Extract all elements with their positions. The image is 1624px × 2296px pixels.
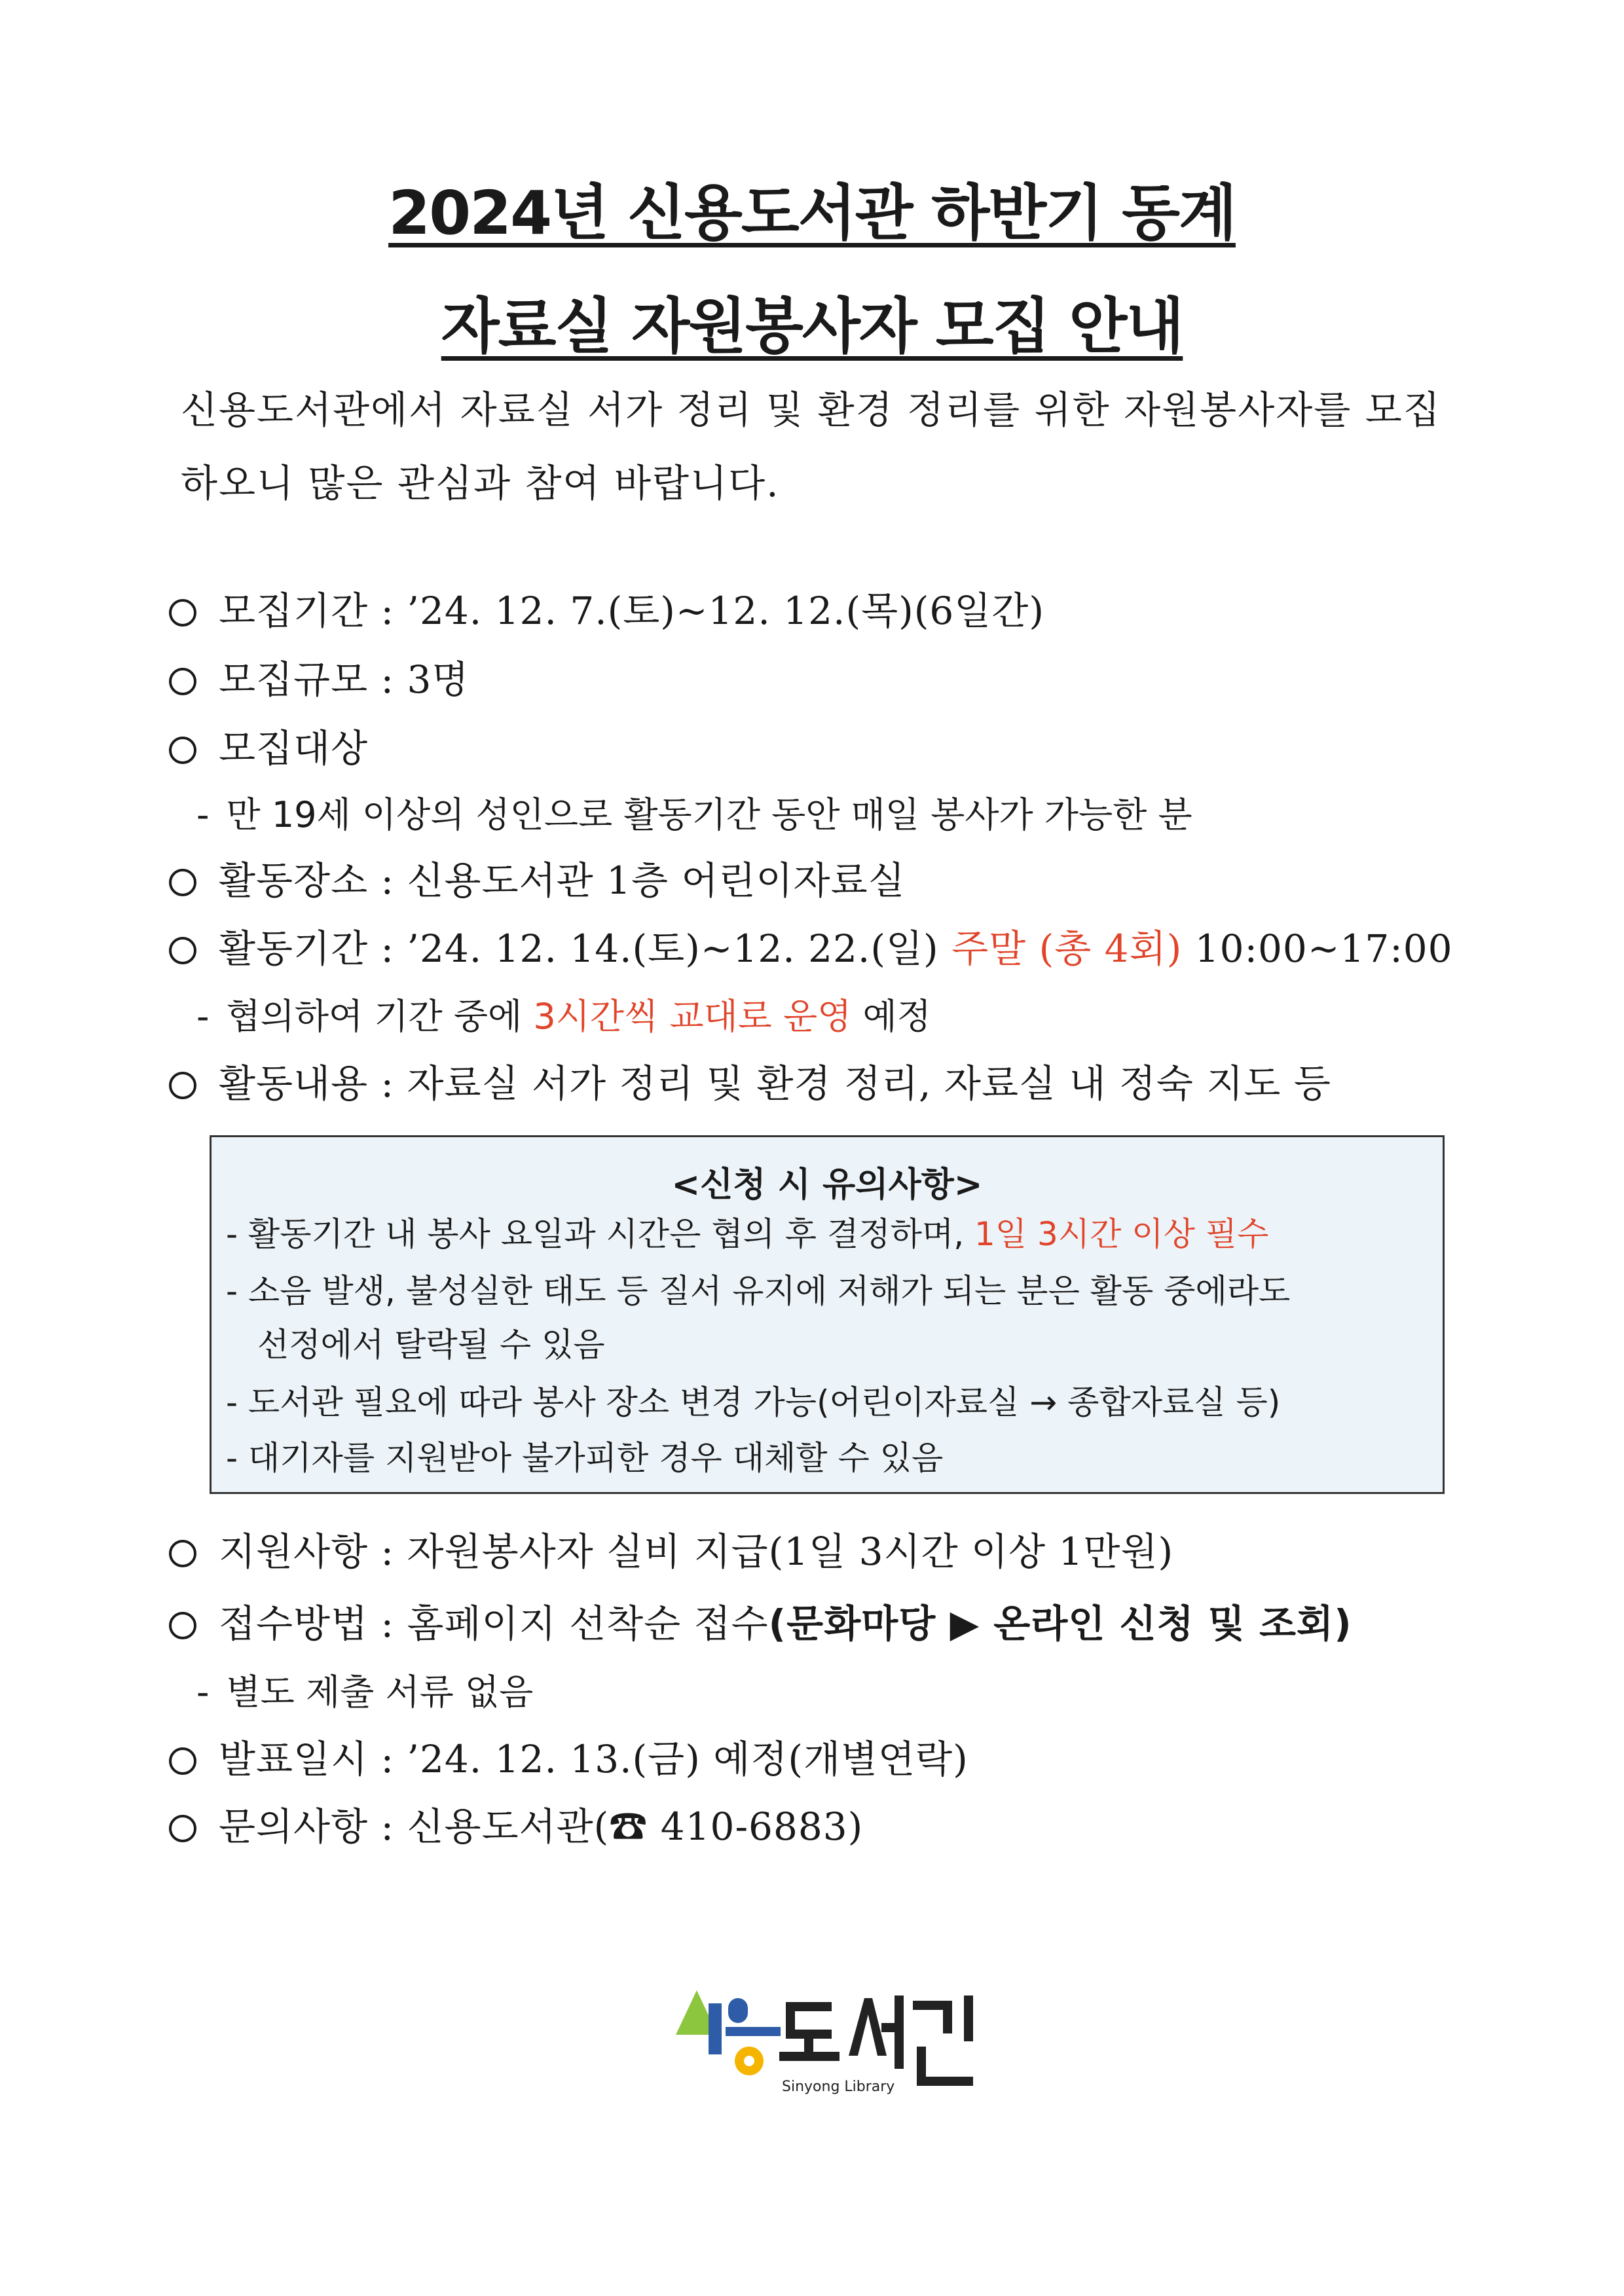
svg-text:Sinyong Library: Sinyong Library [782,2079,895,2095]
item-activity-period-detail: - 협의하여 기간 중에 3시간씩 교대로 운영 예정 [196,996,931,1037]
library-logo [668,1984,976,2108]
circle-bullet-icon [169,1815,196,1842]
notice-line-2-cont: 선정에서 탈락될 수 있음 [257,1326,605,1364]
item-apply-method: 접수방법 : 홈페이지 선착순 접수(문화마당 ▶ 온라인 신청 및 조회) [169,1601,1352,1647]
circle-bullet-icon [169,869,196,896]
circle-bullet-icon [169,1540,196,1567]
notice-line-4: - 대기자를 지원받아 불가피한 경우 대체할 수 있음 [226,1439,944,1477]
item-announcement: 발표일시 : ’24. 12. 13.(금) 예정(개별연락) [169,1736,969,1782]
required-hours-highlight: 1일 3시간 이상 필수 [974,1215,1269,1253]
apply-path: (문화마당 ▶ 온라인 신청 및 조회) [768,1601,1352,1646]
circle-bullet-icon [169,1747,196,1775]
shift-highlight: 3시간씩 교대로 운영 [533,996,852,1037]
circle-bullet-icon [169,937,196,964]
notice-line-2: - 소음 발생, 불성실한 태도 등 질서 유지에 저해가 되는 분은 활동 중에라도 [226,1272,1291,1310]
page-title-line2: 자료실 자원봉사자 모집 안내 [441,291,1183,361]
item-recruit-scale: 모집규모 : 3명 [169,657,469,702]
item-support: 지원사항 : 자원봉사자 실비 지급(1일 3시간 이상 1만원) [169,1529,1173,1575]
phone-icon: ☎ [609,1804,648,1849]
item-inquiry: 문의사항 : 신용도서관(☎ 410-6883) [169,1804,863,1850]
circle-bullet-icon [169,1612,196,1639]
notice-line-3: - 도서관 필요에 따라 봉사 장소 변경 가능(어린이자료실 → 종합자료실 등) [226,1383,1281,1421]
item-activity-period: 활동기간 : ’24. 12. 14.(토)~12. 22.(일) 주말 (총 4회) 10:00~17:00 [169,926,1453,972]
item-recruit-target-detail: - 만 19세 이상의 성인으로 활동기간 동안 매일 봉사가 가능한 분 [196,794,1192,835]
weekend-highlight: 주말 (총 4회) [951,926,1183,971]
intro-text: 신용도서관에서 자료실 서가 정리 및 환경 정리를 위한 자원봉사자를 모집하오니 많은 관심과 참여 바랍니다. [181,388,1441,505]
item-recruit-period: 모집기간 : ’24. 12. 7.(토)~12. 12.(목)(6일간) [169,588,1044,634]
circle-bullet-icon [169,668,196,695]
item-recruit-target: 모집대상 [169,725,368,771]
notice-box [210,1135,1445,1494]
page-title-line1: 2024년 신용도서관 하반기 동계 [388,178,1236,248]
notice-title: <신청 시 유의사항> [671,1165,983,1205]
circle-bullet-icon [169,1072,196,1099]
item-apply-method-detail: - 별도 제출 서류 없음 [196,1671,534,1713]
circle-bullet-icon [169,737,196,764]
item-activity-place: 활동장소 : 신용도서관 1층 어린이자료실 [169,858,906,903]
notice-line-1: - 활동기간 내 봉사 요일과 시간은 협의 후 결정하며, 1일 3시간 이상 필수 [226,1215,1269,1253]
item-activity-content: 활동내용 : 자료실 서가 정리 및 환경 정리, 자료실 내 정숙 지도 등 [169,1061,1331,1106]
circle-bullet-icon [169,599,196,627]
